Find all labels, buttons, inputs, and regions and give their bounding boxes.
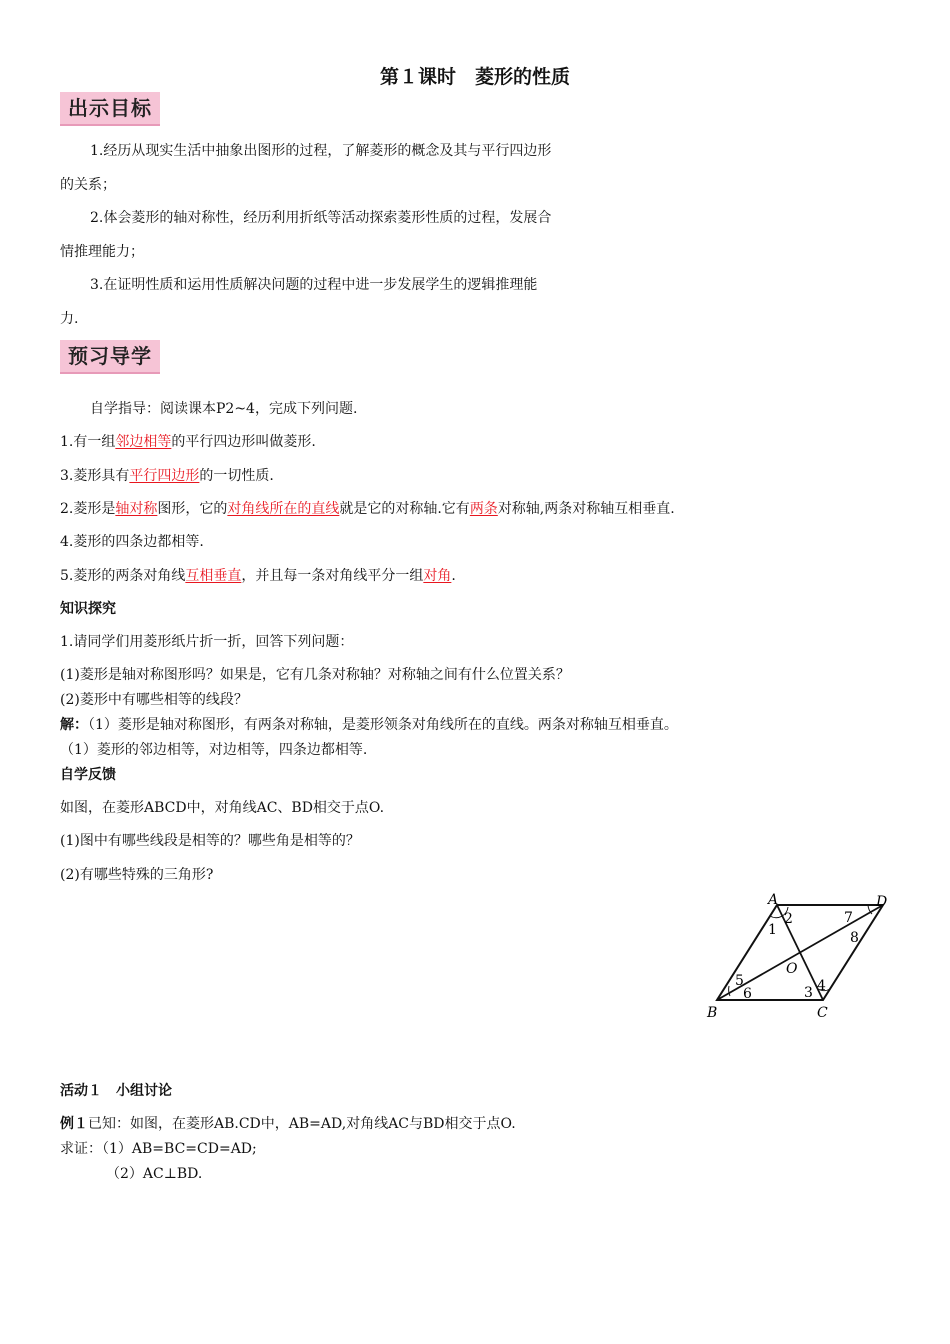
heading-self-feedback: 自学反馈: [60, 767, 116, 783]
answer-label: 解：: [60, 717, 88, 733]
angle-label-8: 8: [850, 930, 859, 946]
question-1a: (1)菱形是轴对称图形吗？如果是，它有几条对称轴？对称轴之间有什么位置关系？: [60, 667, 570, 683]
property-2: [60, 498, 675, 518]
text: 已知：如图，在菱形AB.CD中，AB=AD,对角线AC与BD相交于点O.: [88, 1116, 516, 1132]
property-3: [60, 465, 274, 485]
vertex-label-o: O: [786, 961, 798, 977]
answer-line-2: （1）菱形的邻边相等，对边相等，四条边都相等.: [60, 742, 368, 758]
property-1: [60, 431, 316, 451]
angle-label-3: 3: [804, 985, 813, 1001]
self-study-guide: 自学指导：阅读课本P2~4，完成下列问题.: [90, 401, 358, 417]
answer-blank: 邻边相等: [115, 434, 172, 450]
answer-blank: 平行四边形: [129, 468, 200, 484]
example-statement: [60, 1113, 516, 1133]
answer-line-1: [60, 714, 678, 734]
text: 图形，它的: [157, 501, 228, 517]
heading-knowledge-explore: 知识探究: [60, 601, 116, 617]
property-5: [60, 565, 456, 585]
vertex-label-d: D: [876, 894, 888, 910]
prove-part-2: （2）AC⊥BD.: [106, 1166, 203, 1182]
text: .: [451, 568, 456, 584]
answer-blank: 对角: [423, 568, 452, 584]
goal-3-line-1: 3.在证明性质和运用性质解决问题的过程中进一步发展学生的逻辑推理能: [90, 277, 538, 293]
text: ，并且每一条对角线平分一组: [241, 568, 424, 584]
section-badge-goals: 出示目标: [60, 92, 160, 126]
feedback-intro: 如图，在菱形ABCD中，对角线AC、BD相交于点O.: [60, 800, 385, 816]
activity-heading: 活动１ 小组讨论: [60, 1083, 172, 1099]
question-1b: (2)菱形中有哪些相等的线段？: [60, 692, 248, 708]
angle-label-6: 6: [743, 986, 752, 1002]
text: 就是它的对称轴.它有: [339, 501, 470, 517]
rhombus-figure: [700, 890, 900, 1025]
text: 1.有一组: [60, 434, 116, 450]
goal-1-line-1: 1.经历从现实生活中抽象出图形的过程，了解菱形的概念及其与平行四边形: [90, 143, 552, 159]
angle-label-4: 4: [817, 978, 826, 994]
question-1: 1.请同学们用菱形纸片折一折，回答下列问题：: [60, 634, 354, 650]
text: 5.菱形的两条对角线: [60, 568, 186, 584]
answer-blank: 轴对称: [115, 501, 158, 517]
text: 2.菱形是: [60, 501, 116, 517]
example-label: 例１: [60, 1116, 88, 1132]
angle-arc-b: [729, 986, 730, 996]
feedback-question-2: (2)有哪些特殊的三角形?: [60, 867, 214, 883]
vertex-label-a: A: [768, 892, 779, 908]
answer-blank: 对角线所在的直线: [227, 501, 340, 517]
goal-2-line-1: 2.体会菱形的轴对称性，经历利用折纸等活动探索菱形性质的过程，发展合: [90, 210, 552, 226]
vertex-label-c: C: [817, 1005, 828, 1021]
goal-2-line-2: 情推理能力；: [60, 244, 144, 260]
text: 对称轴,两条对称轴互相垂直.: [497, 501, 675, 517]
answer-blank: 互相垂直: [185, 568, 242, 584]
answer-blank: 两条: [469, 501, 498, 517]
prove-part-1: 求证：（1）AB=BC=CD=AD;: [60, 1141, 257, 1157]
angle-label-2: 2: [784, 911, 793, 927]
property-4: 4.菱形的四条边都相等.: [60, 534, 204, 550]
angle-label-7: 7: [844, 910, 853, 926]
angle-label-1: 1: [768, 922, 777, 938]
angle-label-5: 5: [735, 973, 744, 989]
section-badge-preview: 预习导学: [60, 340, 160, 374]
text: 的平行四边形叫做菱形.: [171, 434, 316, 450]
vertex-label-b: B: [707, 1005, 718, 1021]
goal-1-line-2: 的关系；: [60, 177, 116, 193]
text: （1）菱形是轴对称图形，有两条对称轴，是菱形领条对角线所在的直线。两条对称轴互相垂直。: [88, 717, 678, 733]
page-title: 第１课时 菱形的性质: [379, 66, 570, 88]
goal-3-line-2: 力.: [60, 311, 79, 327]
text: 3.菱形具有: [60, 468, 130, 484]
text: 的一切性质.: [199, 468, 274, 484]
feedback-question-1: (1)图中有哪些线段是相等的？哪些角是相等的？: [60, 833, 360, 849]
